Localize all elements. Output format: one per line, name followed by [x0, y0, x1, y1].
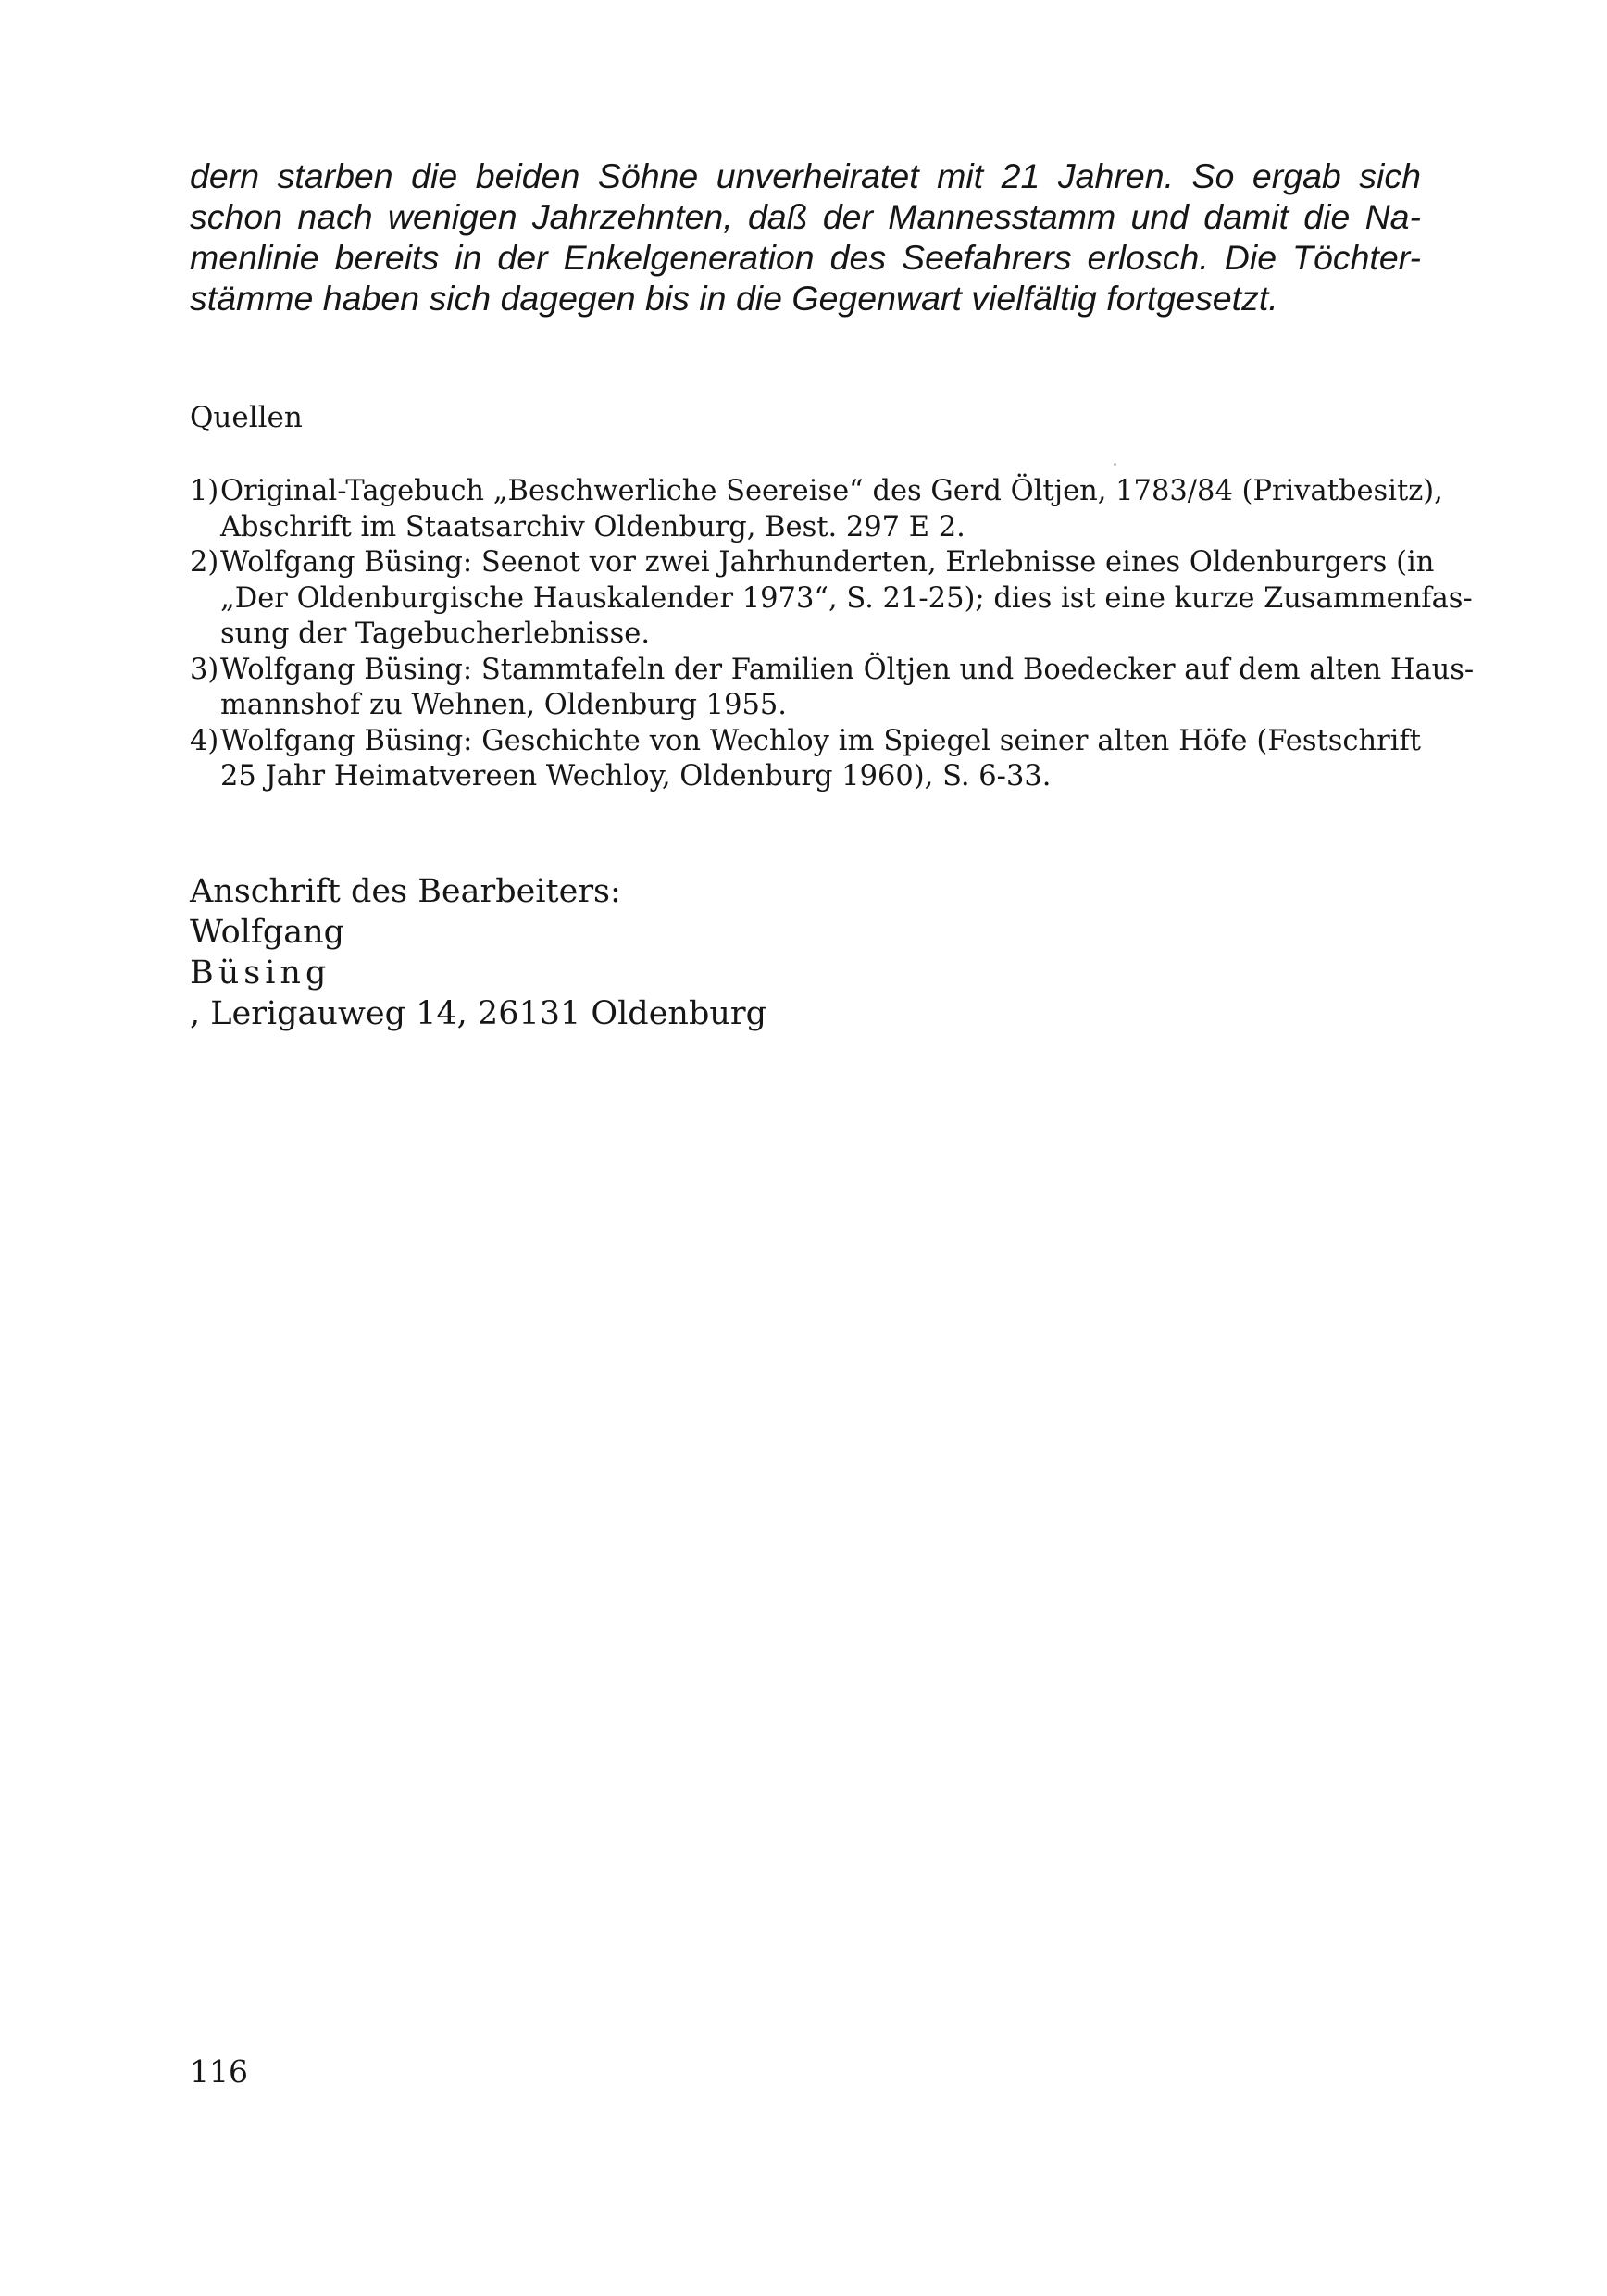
author-first-name: Wolfgang — [190, 914, 345, 951]
source-item — [190, 545, 1473, 653]
editor-address — [190, 871, 766, 1034]
source-line: Wolfgang Büsing: Stammtafeln der Familien Öltjen und Boedecker auf dem alten Haus- — [220, 653, 1475, 686]
paragraph-line: schon nach wenigen Jahrzehnten, daß der Mannesstamm und damit die Na- — [190, 197, 1421, 236]
source-text — [220, 474, 1443, 545]
sources-list — [190, 474, 1475, 795]
page-number: 116 — [190, 2053, 248, 2090]
source-line: Abschrift im Staatsarchiv Oldenburg, Best. 297 E 2. — [220, 510, 965, 543]
paragraph-line: dern starben die beiden Söhne unverheiratet mit 21 Jahren. So ergab sich — [190, 156, 1421, 195]
source-number: 3) — [190, 653, 219, 686]
address-street-city: , Lerigauweg 14, 26131 Oldenburg — [190, 995, 767, 1032]
source-item — [190, 724, 1421, 795]
source-text — [220, 545, 1473, 653]
paragraph-line: menlinie bereits in der Enkelgeneration des Seefahrers erlosch. Die Töchter- — [190, 238, 1421, 277]
address-line — [190, 912, 766, 1034]
intro-paragraph — [190, 156, 1421, 318]
source-line: „Der Oldenburgische Hauskalender 1973“, S. 21-25); dies ist eine kurze Zusammenfas- — [220, 581, 1473, 615]
source-text — [220, 653, 1475, 724]
sources-heading: Quellen — [190, 401, 303, 434]
source-line: sung der Tagebucherlebnisse. — [220, 618, 651, 650]
scan-speck — [1114, 463, 1116, 466]
source-number: 1) — [190, 475, 219, 507]
source-line: mannshof zu Wehnen, Oldenburg 1955. — [220, 689, 787, 721]
source-item — [190, 653, 1475, 724]
source-line: Original-Tagebuch „Beschwerliche Seereise“ des Gerd Öltjen, 1783/84 (Privatbesitz), — [220, 475, 1443, 507]
source-number: 2) — [190, 546, 219, 579]
address-label: Anschrift des Bearbeiters: — [190, 873, 621, 910]
source-line: Wolfgang Büsing: Seenot vor zwei Jahrhunderten, Erlebnisse eines Oldenburgers (in — [220, 546, 1435, 579]
paragraph-line: stämme haben sich dagegen bis in die Gegenwart vielfältig fortgesetzt. — [190, 279, 1278, 318]
source-number: 4) — [190, 724, 219, 757]
author-last-name: Büsing — [190, 955, 331, 992]
source-text — [220, 724, 1421, 795]
source-line: Wolfgang Büsing: Geschichte von Wechloy im Spiegel seiner alten Höfe (Festschrift — [220, 724, 1421, 757]
source-line: 25 Jahr Heimatvereen Wechloy, Oldenburg 1960), S. 6-33. — [220, 760, 1052, 792]
source-item — [190, 474, 1443, 545]
